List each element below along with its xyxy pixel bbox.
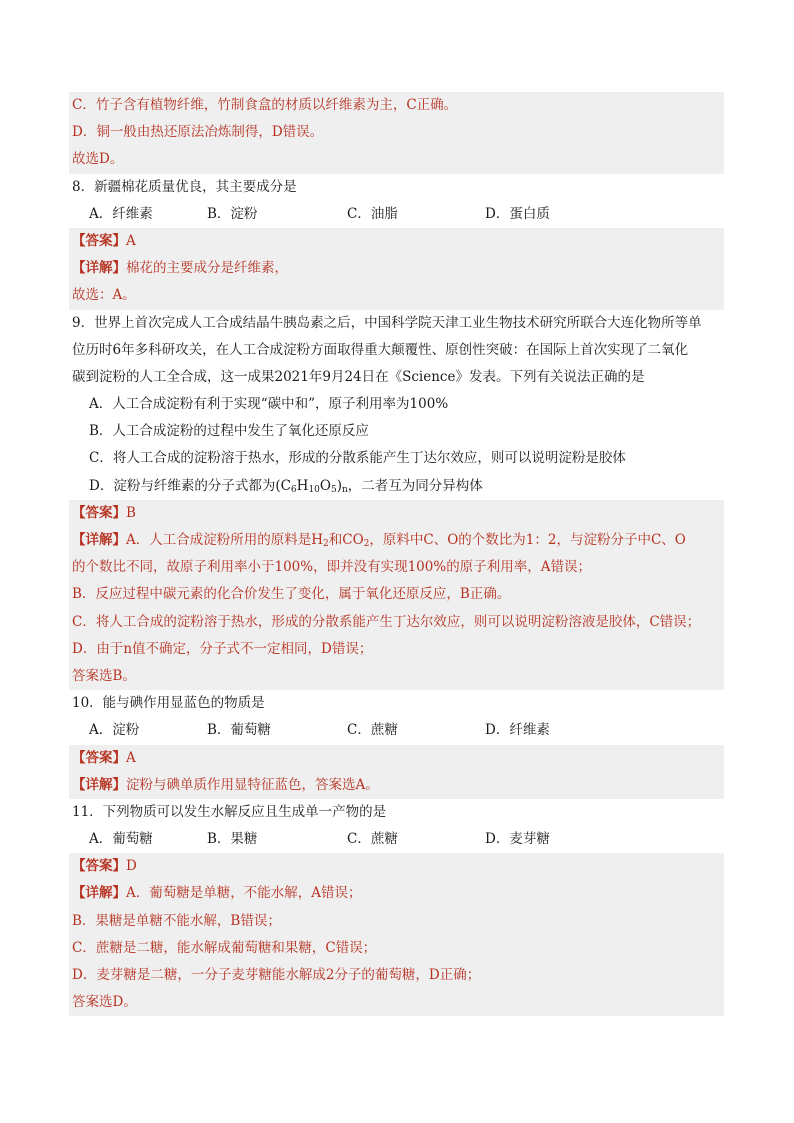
option-d-text: ，二者互为同分异构体 (347, 477, 483, 494)
option-d: D．麦芽糖 (485, 831, 550, 848)
detail-line: 的个数比不同，故原子利用率小于100%，即并没有实现100%的原子利用率，A错误； (72, 559, 591, 576)
subscript: 5 (330, 484, 337, 495)
subscript: 6 (290, 484, 297, 495)
formula-part: O (319, 477, 331, 494)
option-b: B．淀粉 (207, 205, 258, 222)
answer-tag: 【答案】 (72, 232, 126, 249)
question-9-stem: 位历时6年多科研攻关，在人工合成淀粉方面取得重大颠覆性、原创性突破：在国际上首次实现了二氧化 (72, 341, 689, 358)
detail-line: 答案选B。 (72, 667, 136, 684)
option-d (69, 473, 724, 500)
detail-text: A．葡萄糖是单糖，不能水解，A错误； (126, 885, 362, 902)
question-9-stem: 9．世界上首次完成人工合成结晶牛胰岛素之后，中国科学院天津工业生物技术研究所联合大连化物所等单 (72, 314, 702, 331)
option-a: A．葡萄糖 (89, 831, 153, 848)
detail-line: 答案选D。 (72, 994, 137, 1011)
answer-line (69, 500, 724, 527)
answer-value: D (126, 858, 137, 875)
answer-line (69, 853, 724, 880)
detail-line: B．反应过程中碳元素的化合价发生了变化，属于氧化还原反应，B正确。 (72, 586, 511, 603)
subscript: 2 (323, 539, 329, 549)
detail-text: 棉花的主要成分是纤维素， (126, 260, 288, 277)
option-c: C．蔗糖 (347, 831, 398, 848)
question-11-options (69, 826, 724, 853)
answer-line (69, 745, 724, 772)
prev-solution-block (69, 92, 724, 174)
prev-solution-line: C．竹子含有植物纤维，竹制食盒的材质以纤维素为主，C正确。 (72, 97, 458, 113)
detail-line: D．麦芽糖是二糖，一分子麦芽糖能水解成2分子的葡萄糖，D正确； (72, 967, 481, 983)
option-b: B．人工合成淀粉的过程中发生了氧化还原反应 (89, 423, 369, 440)
option-a: A．人工合成淀粉有利于实现“碳中和”，原子利用率为100% (89, 396, 449, 413)
answer-value: B (126, 504, 136, 521)
subscript: 10 (308, 484, 320, 495)
formula-part: ) (336, 477, 342, 494)
question-9-solution (69, 500, 724, 690)
detail-tag: 【详解】 (72, 776, 126, 793)
answer-tag: 【答案】 (72, 749, 126, 766)
detail-line: 故选：A。 (72, 287, 136, 304)
detail-tag: 【详解】 (72, 532, 126, 548)
answer-tag: 【答案】 (72, 858, 126, 875)
option-c: C．蔗糖 (347, 722, 398, 739)
option-d: D．纤维素 (485, 722, 550, 739)
subscript: 2 (363, 539, 370, 549)
question-10-solution (69, 745, 724, 799)
subscript: n (341, 484, 348, 495)
detail-line: B．果糖是单糖不能水解，B错误； (72, 912, 281, 929)
option-b: B．果糖 (207, 831, 258, 848)
option-a: A．纤维素 (89, 205, 153, 222)
detail-text: 淀粉与碘单质作用显特征蓝色，答案选A。 (126, 776, 379, 793)
answer-value: A (126, 749, 136, 766)
question-8-solution (69, 228, 724, 310)
answer-tag: 【答案】 (72, 504, 126, 521)
detail-line (69, 255, 724, 282)
option-d: D．蛋白质 (485, 205, 550, 222)
detail-part: A．人工合成淀粉所用的原料是H (126, 532, 324, 548)
prev-solution-line: 故选D。 (72, 151, 124, 168)
option-a: A．淀粉 (89, 722, 140, 739)
question-8-options (69, 201, 724, 228)
question-11-stem: 11．下列物质可以发生水解反应且生成单一产物的是 (72, 803, 387, 820)
detail-part: ，原料中C、O的个数比为1：2，与淀粉分子中C、O (369, 532, 686, 548)
question-9-stem: 碳到淀粉的人工全合成，这一成果2021年9月24日在《Science》发表。下列有关说法正确的是 (72, 368, 645, 385)
answer-line (69, 228, 724, 255)
detail-line (69, 880, 724, 907)
detail-tag: 【详解】 (72, 885, 126, 902)
option-b: B．葡萄糖 (207, 722, 271, 739)
option-d-text: D．淀粉与纤维素的分子式都为(C (89, 477, 291, 494)
question-8-stem: 8．新疆棉花质量优良，其主要成分是 (72, 178, 297, 195)
question-10-options (69, 717, 724, 744)
option-c: C．将人工合成的淀粉溶于热水，形成的分散系能产生丁达尔效应，则可以说明淀粉是胶体 (89, 450, 626, 467)
detail-line (69, 772, 724, 799)
detail-text (126, 532, 686, 548)
detail-line: C．蔗糖是二糖，能水解成葡萄糖和果糖，C错误； (72, 939, 377, 956)
answer-value: A (126, 232, 136, 249)
detail-line: C．将人工合成的淀粉溶于热水，形成的分散系能产生丁达尔效应，则可以说明淀粉溶液是胶体，C错误； (72, 613, 701, 630)
detail-line: D．由于n值不确定，分子式不一定相同，D错误； (72, 640, 373, 657)
content (69, 92, 724, 1016)
prev-solution-line: D．铜一般由热还原法冶炼制得，D错误。 (72, 124, 324, 141)
question-10-stem: 10．能与碘作用显蓝色的物质是 (72, 695, 265, 712)
question-11-solution (69, 853, 724, 1016)
detail-line (69, 527, 724, 554)
option-c: C．油脂 (347, 205, 398, 222)
formula-part: H (296, 477, 309, 494)
detail-tag: 【详解】 (72, 260, 126, 277)
detail-part: 和CO (328, 532, 364, 548)
